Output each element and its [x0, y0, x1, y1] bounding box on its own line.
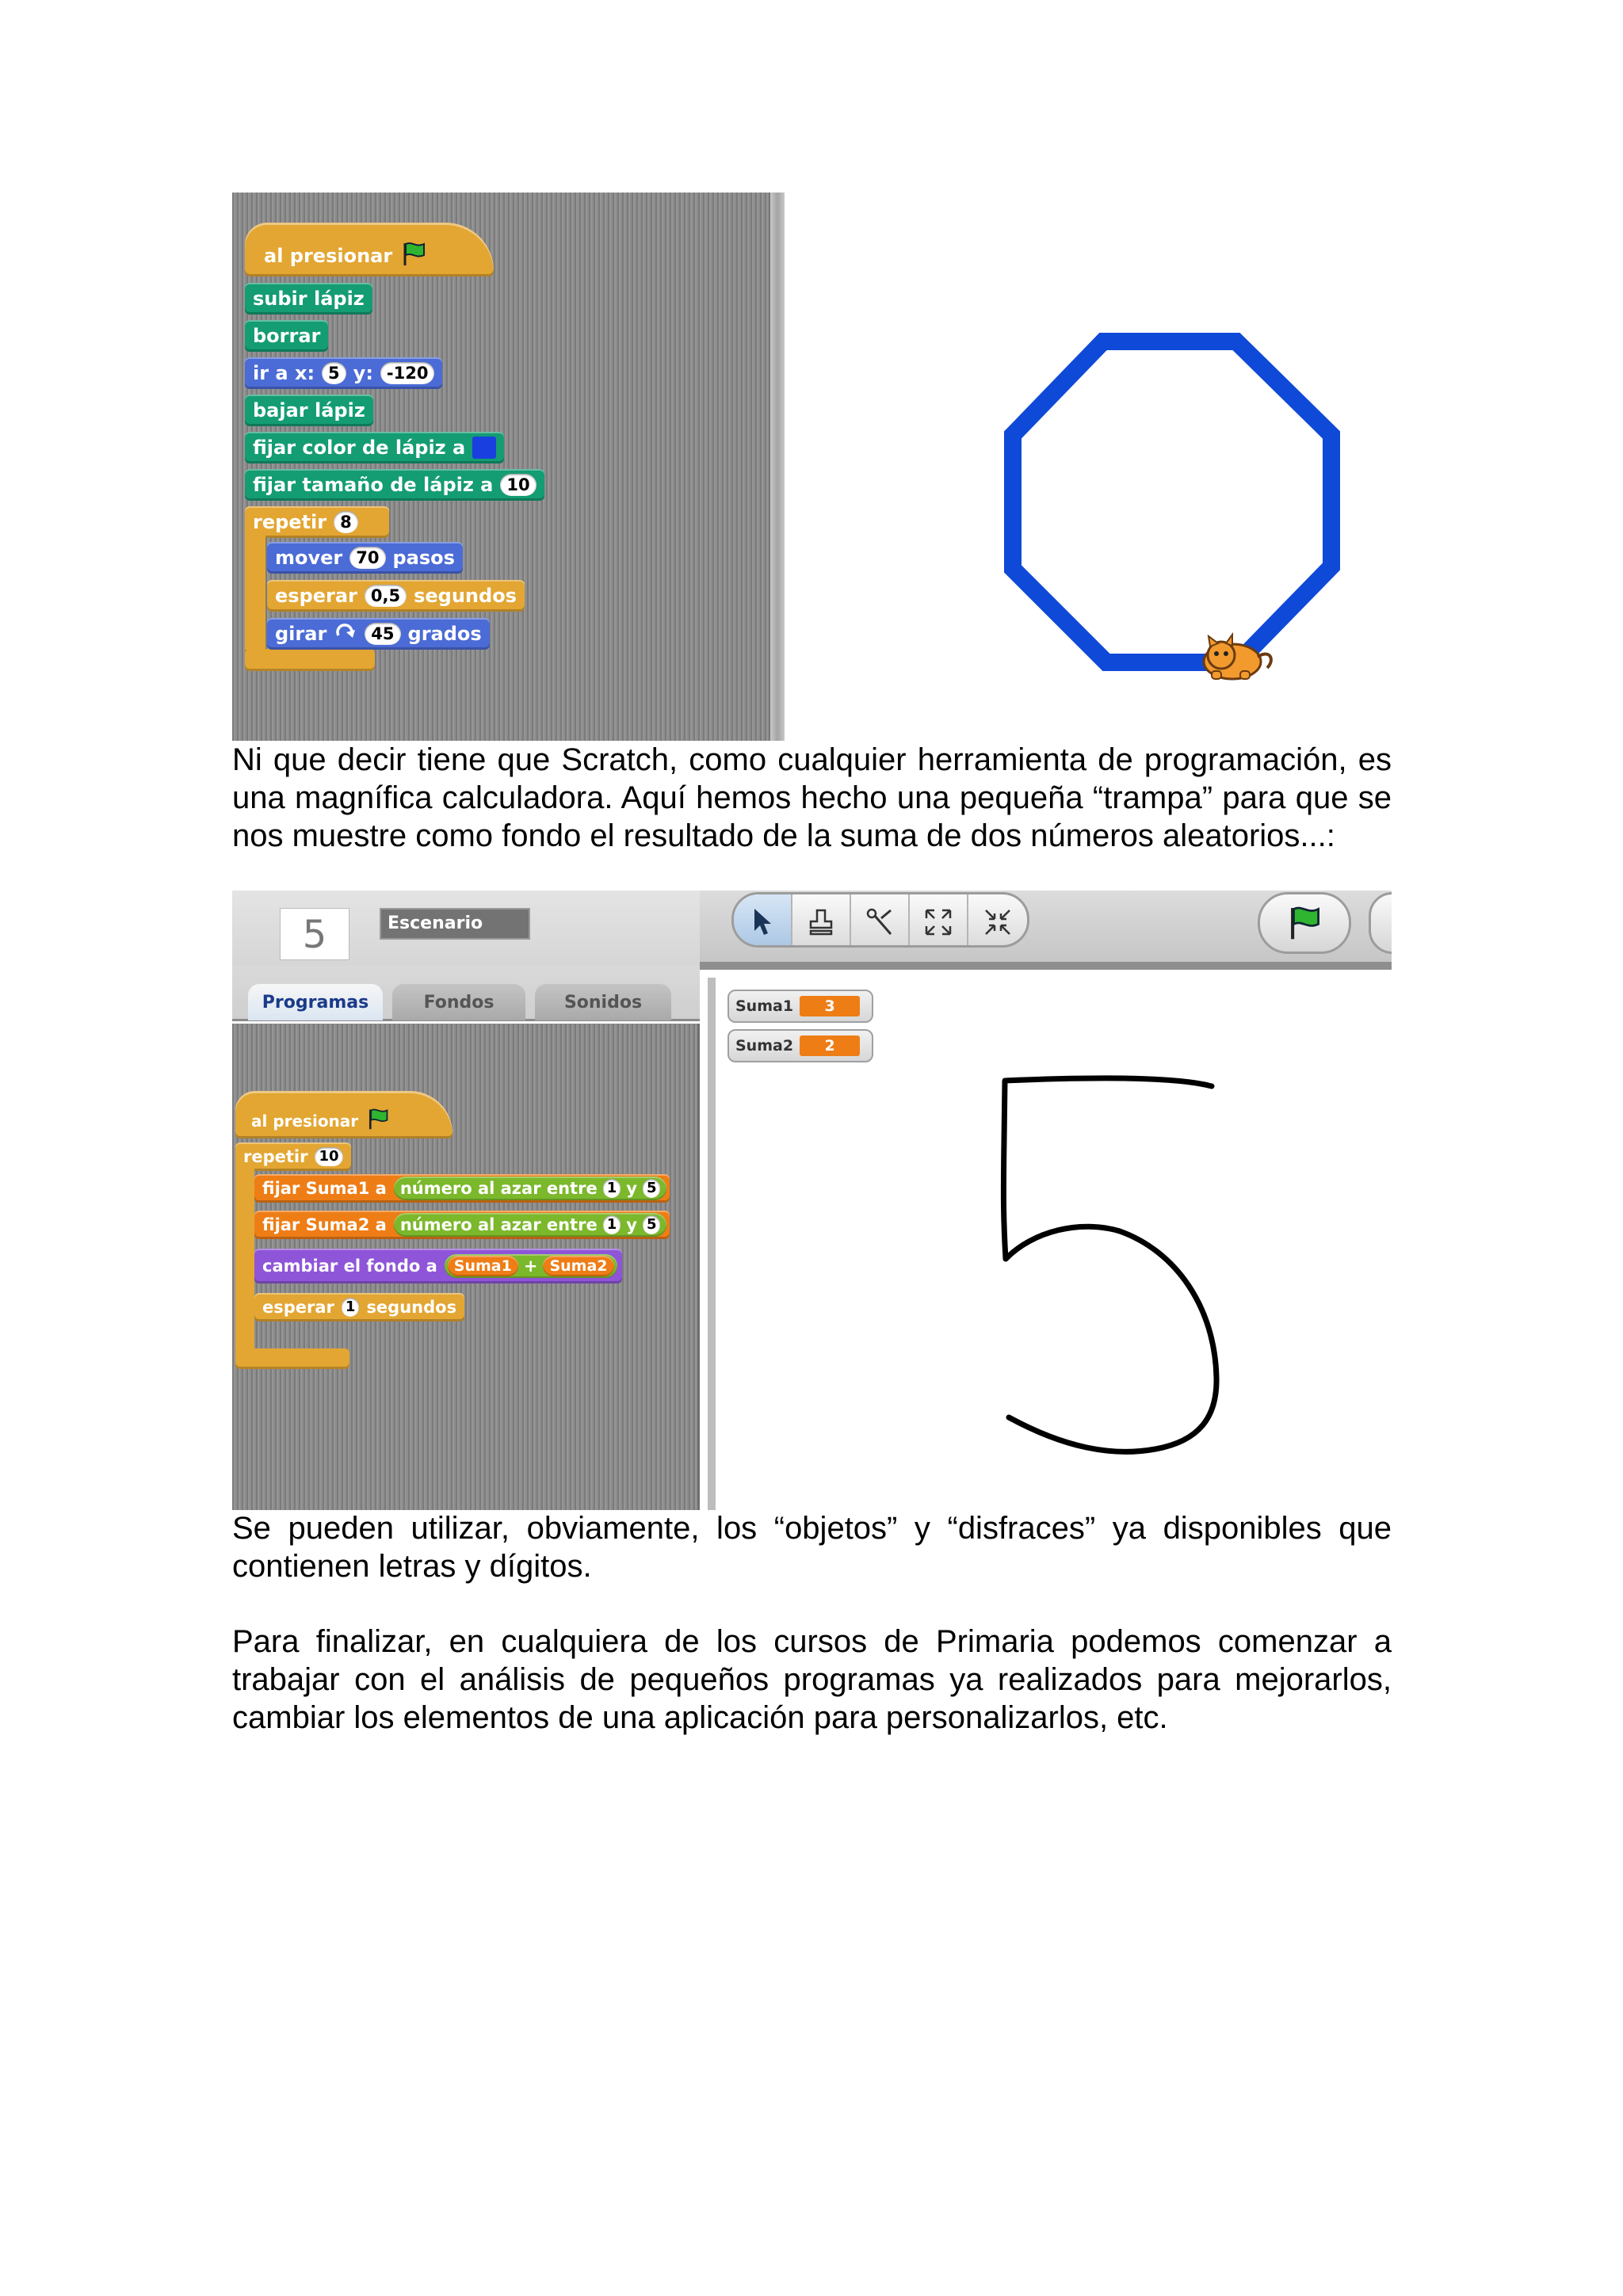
wait-seconds-block[interactable]: esperar 0,5 segundos — [267, 580, 525, 612]
green-flag-icon-3 — [1286, 903, 1323, 943]
random-reporter-2[interactable]: número al azar entre 1 y 5 — [394, 1213, 667, 1237]
pen-size-input[interactable]: 10 — [500, 474, 536, 496]
figure-octagon-script — [232, 193, 1392, 741]
tab-programas[interactable]: Programas — [248, 984, 383, 1020]
pen-down-block[interactable]: bajar lápiz — [245, 395, 373, 426]
tool-group — [731, 892, 1029, 948]
scissors-icon — [865, 907, 894, 937]
repeat-block[interactable]: repetir 8 — [245, 506, 389, 538]
pen-color-swatch[interactable] — [472, 437, 496, 459]
wait-seconds-input[interactable]: 0,5 — [365, 585, 407, 607]
grow-arrows-icon — [923, 907, 953, 937]
move-steps-input[interactable]: 70 — [349, 547, 385, 569]
repeat-block-2-foot — [235, 1348, 349, 1369]
arrow-cursor-icon — [750, 907, 775, 937]
clear-block[interactable]: borrar — [245, 320, 328, 352]
variable-monitor-suma2[interactable]: Suma2 2 — [727, 1029, 873, 1062]
repeat-block-2[interactable]: repetir 10 — [235, 1142, 351, 1171]
move-steps-block[interactable]: mover 70 pasos — [267, 542, 463, 574]
octagon-shape — [1013, 341, 1331, 662]
when-flag-clicked-block[interactable] — [245, 223, 494, 277]
pointer-tool[interactable] — [734, 894, 792, 948]
monitor-value: 2 — [800, 1035, 860, 1056]
goto-xy-block[interactable]: ir a x: 5 y: -120 — [245, 357, 442, 389]
repeat-count-input[interactable]: 8 — [334, 511, 358, 533]
set-suma1-block[interactable]: fijar Suma1 a número al azar entre 1 y 5 — [254, 1174, 670, 1203]
stamp-icon — [808, 907, 834, 937]
scripts-area-2 — [232, 1024, 700, 1510]
variable-monitor-suma1[interactable]: Suma1 3 — [727, 990, 873, 1023]
paragraph-primary-courses: Para finalizar, en cualquiera de los cursos de Primaria podemos comenzar a trabajar con el análisis de pequeños programas ya realizados para mejorarlos, cambiar los elementos de una aplicación para personalizarlos, etc. — [232, 1624, 1392, 1735]
set-pen-size-block[interactable]: fijar tamaño de lápiz a 10 — [245, 469, 544, 501]
pen-up-block[interactable]: subir lápiz — [245, 283, 372, 315]
random-reporter-1[interactable]: número al azar entre 1 y 5 — [394, 1177, 667, 1200]
repeat-block-arm — [245, 533, 265, 652]
grow-tool[interactable] — [910, 894, 968, 948]
monitor-value: 3 — [800, 996, 860, 1016]
goto-y-input[interactable]: -120 — [380, 362, 435, 384]
stage-name-field[interactable]: Escenario — [380, 908, 530, 940]
stage-thumbnail[interactable]: 5 — [280, 908, 349, 960]
green-flag-icon — [400, 240, 427, 267]
shrink-tool[interactable] — [968, 894, 1027, 948]
scissors-tool[interactable] — [851, 894, 910, 948]
paragraph-objects-costumes: Se pueden utilizar, obviamente, los “objetos” y “disfraces” ya disponibles que contienen letras y dígitos. — [232, 1511, 1392, 1584]
set-pen-color-block[interactable]: fijar color de lápiz a — [245, 432, 504, 463]
scripts-area — [232, 193, 769, 741]
scripts-scrollbar[interactable] — [769, 193, 785, 741]
hat-label: al presionar — [264, 245, 393, 267]
green-flag-button[interactable] — [1258, 892, 1351, 954]
when-flag-clicked-block-2[interactable]: al presionar — [235, 1091, 453, 1138]
rotate-clockwise-icon — [334, 624, 357, 644]
repeat-block-foot — [245, 649, 375, 671]
switch-backdrop-block[interactable]: cambiar el fondo a Suma1 + Suma2 — [254, 1249, 622, 1283]
wait-seconds-block-2[interactable]: esperar 1 segundos — [254, 1293, 464, 1322]
shrink-arrows-icon — [983, 907, 1013, 937]
turn-degrees-block[interactable]: girar 45 grados — [267, 618, 490, 650]
figure-scratch-sum-ui — [232, 891, 1392, 1510]
add-operator-reporter[interactable]: Suma1 + Suma2 — [445, 1254, 617, 1278]
turn-degrees-input[interactable]: 45 — [365, 623, 400, 645]
octagon-drawing — [993, 327, 1365, 692]
paragraph-scratch-calculator: Ni que decir tiene que Scratch, como cualquier herramienta de programación, es una magnífica calculadora. Aquí hemos hecho una pequeña “trampa” para que se nos muestre como fondo el resultado de la suma de dos números aleatorios...: — [232, 742, 1392, 853]
repeat-count-input-2[interactable]: 10 — [315, 1147, 342, 1166]
handdrawn-five-backdrop — [977, 1069, 1247, 1481]
repeat-block-2-arm — [235, 1166, 254, 1353]
stamp-tool[interactable] — [792, 894, 851, 948]
goto-x-input[interactable]: 5 — [322, 362, 346, 384]
set-suma2-block[interactable]: fijar Suma2 a número al azar entre 1 y 5 — [254, 1211, 670, 1239]
tab-sonidos[interactable]: Sonidos — [535, 984, 671, 1020]
tab-fondos[interactable]: Fondos — [392, 984, 525, 1020]
green-flag-icon-2 — [366, 1107, 390, 1131]
